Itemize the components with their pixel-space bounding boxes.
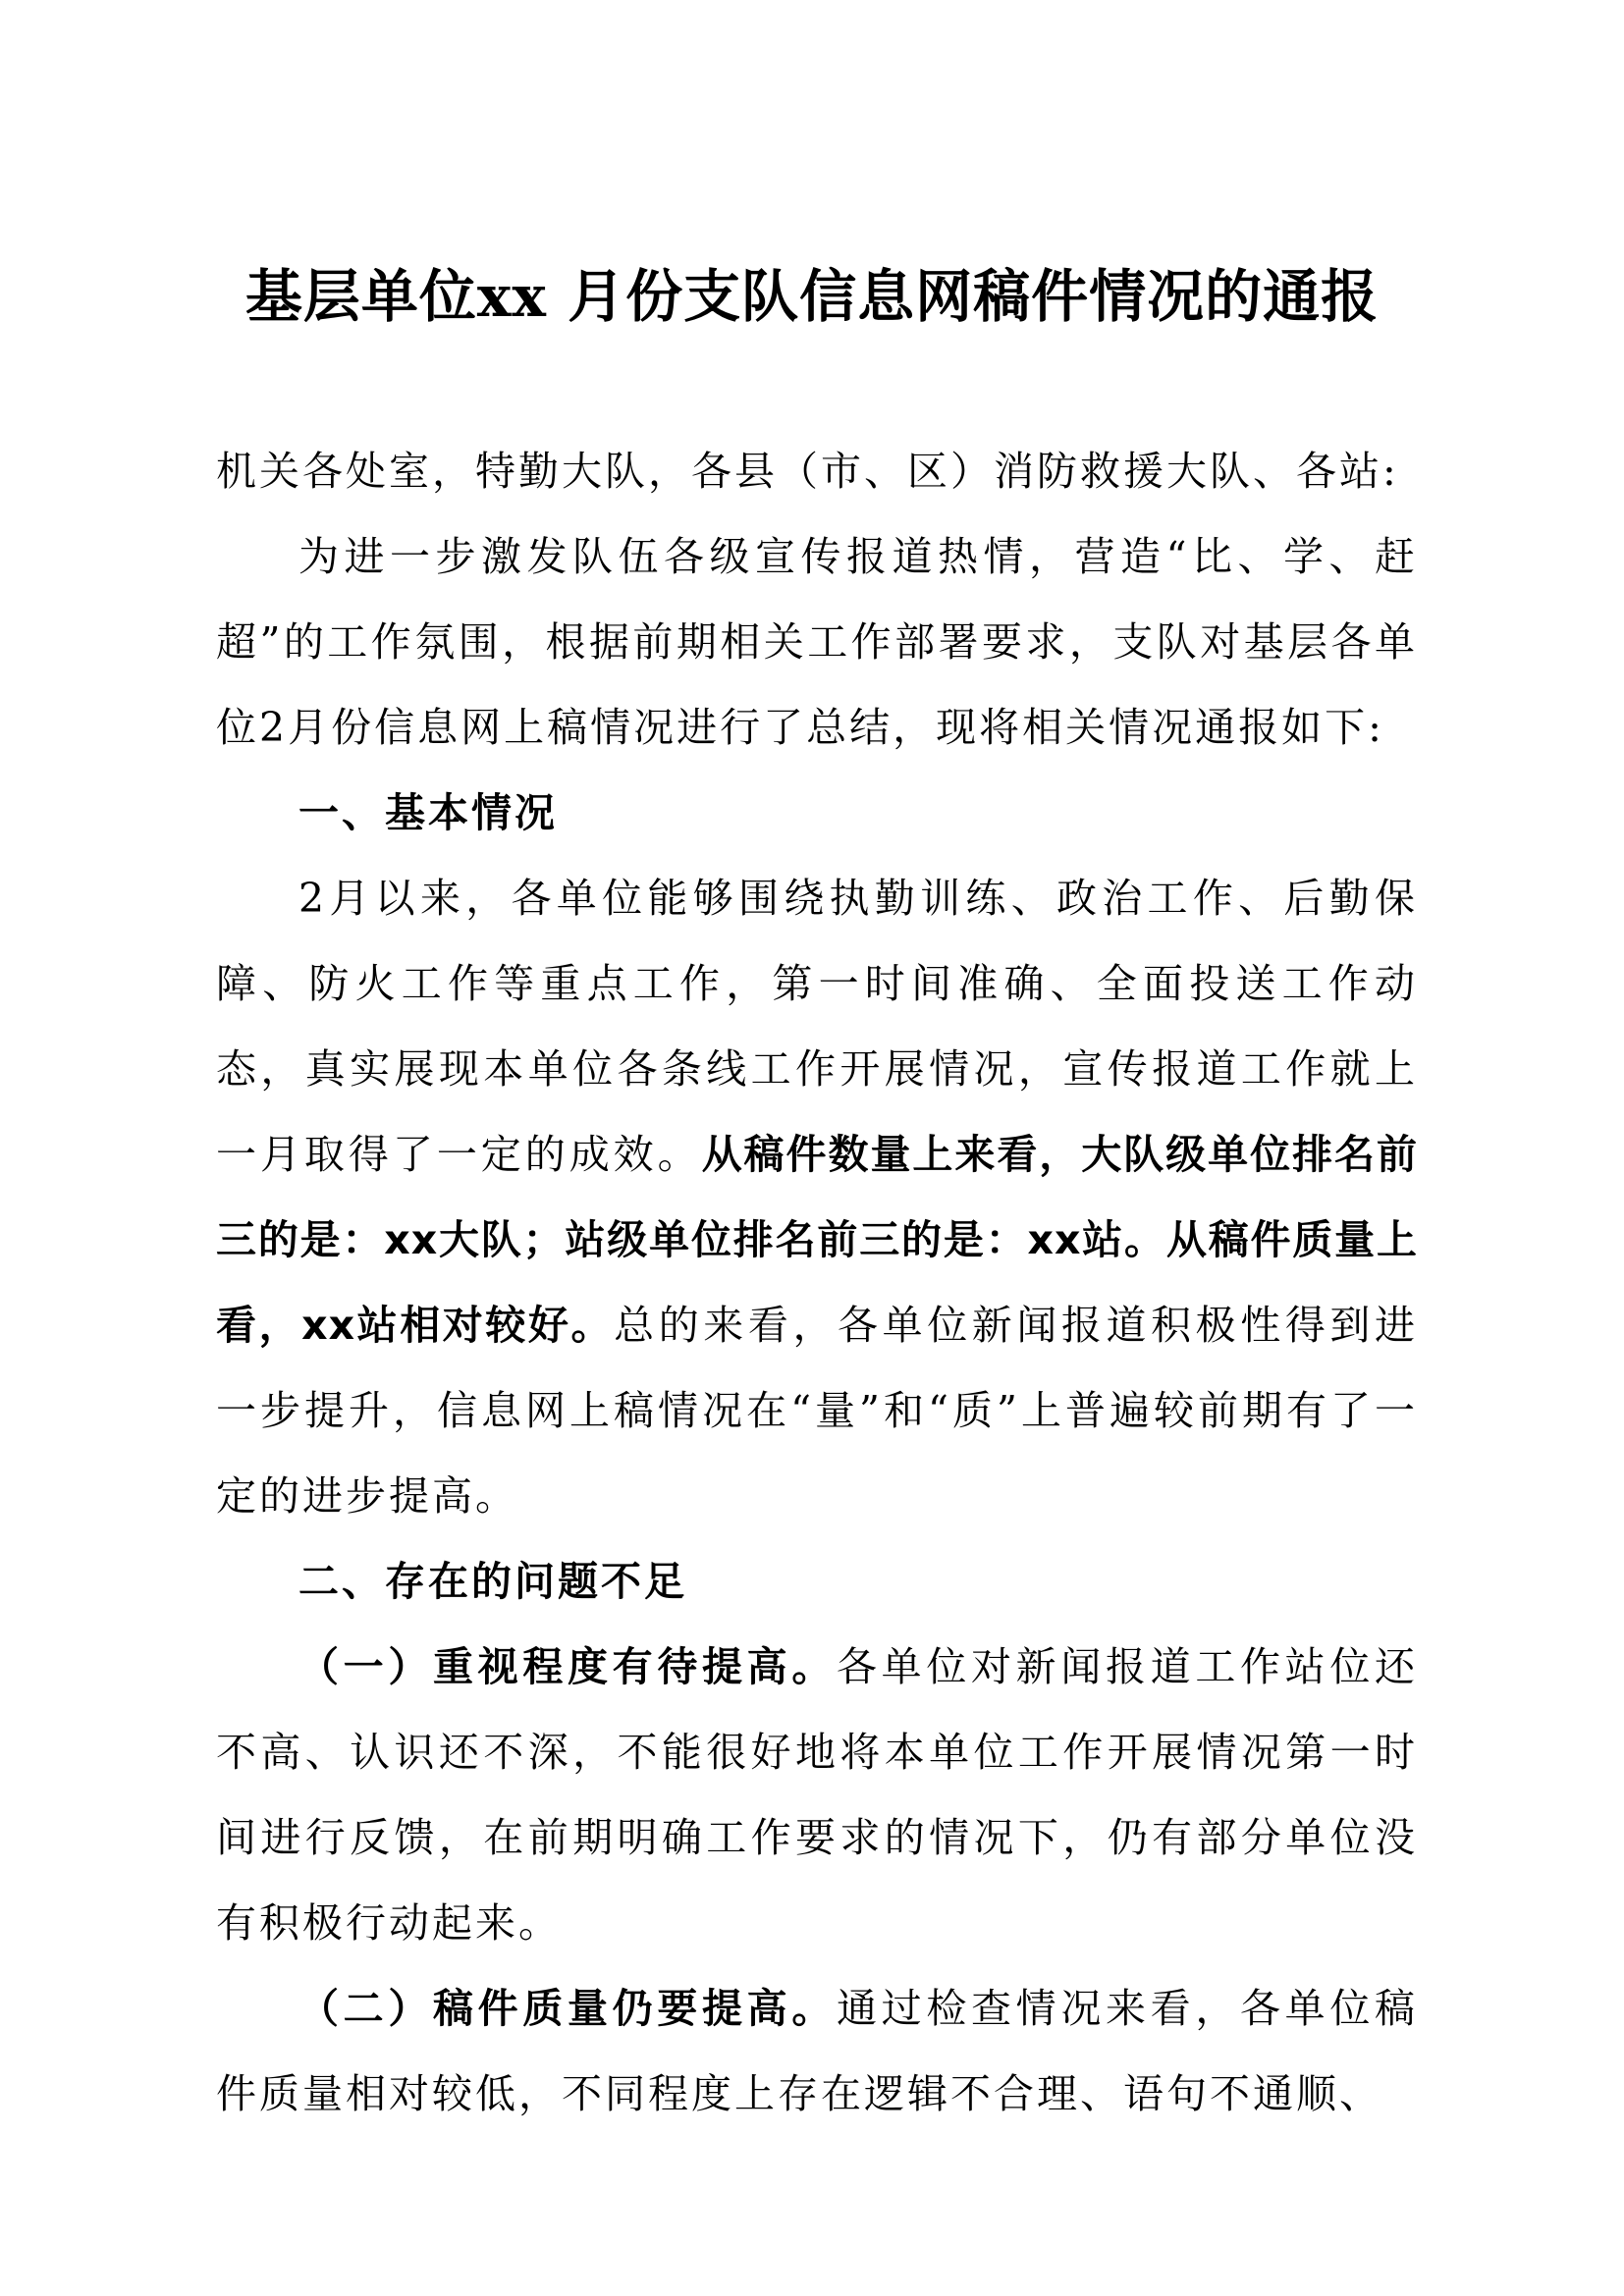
section-1-bold-text: 从稿件数量上来看，大队级单位排名前三的是：xx大队；站级单位排名前三的是：xx站。从稿件质量上看，xx站相对较好。: [216, 1131, 1418, 1349]
section-2-item-2-text: 通过检查情况来看，各单位稿件质量相对较低，不同程度上存在逻辑不合理、语句不通顺、: [216, 1985, 1418, 2117]
section-1-text-a: 2月以来，各单位能够围绕执勤训练、政治工作、后勤保障、防火工作等重点工作，第一时间准确、全面投送工作动态，真实展现本单位各条线工作开展情况，宣传报道工作就上一月取得了一定的成效。: [216, 875, 1418, 1178]
document-body: [216, 429, 1418, 2137]
salutation: 机关各处室，特勤大队，各县（市、区）消防救援大队、各站:: [216, 448, 1399, 495]
section-2-item-1: [216, 1625, 1418, 1966]
section-1-text-b: 总的来看，各单位新闻报道积极性得到进一步提升，信息网上稿情况在“量”和“质”上普遍较前期有了一定的进步提高。: [216, 1302, 1418, 1520]
section-1-paragraph: [216, 856, 1418, 1539]
document-title: 基层单位xx 月份支队信息网稿件情况的通报: [244, 263, 1380, 330]
intro-paragraph: 为进一步激发队伍各级宣传报道热情，营造“比、学、赶超”的工作氛围，根据前期相关工作部署要求，支队对基层各单位2月份信息网上稿情况进行了总结，现将相关情况通报如下:: [216, 533, 1418, 751]
section-2-item-1-text: 各单位对新闻报道工作站位还不高、认识还不深，不能很好地将本单位工作开展情况第一时间进行反馈，在前期明确工作要求的情况下，仍有部分单位没有积极行动起来。: [216, 1643, 1418, 1947]
section-2-item-2-label: （二）稿件质量仍要提高。: [298, 1985, 837, 2032]
section-2-item-2: [216, 1966, 1418, 2137]
section-1-heading: 一、基本情况: [298, 789, 558, 836]
section-2-heading: 二、存在的问题不足: [298, 1558, 687, 1605]
section-2-item-1-label: （一）重视程度有待提高。: [298, 1643, 837, 1690]
